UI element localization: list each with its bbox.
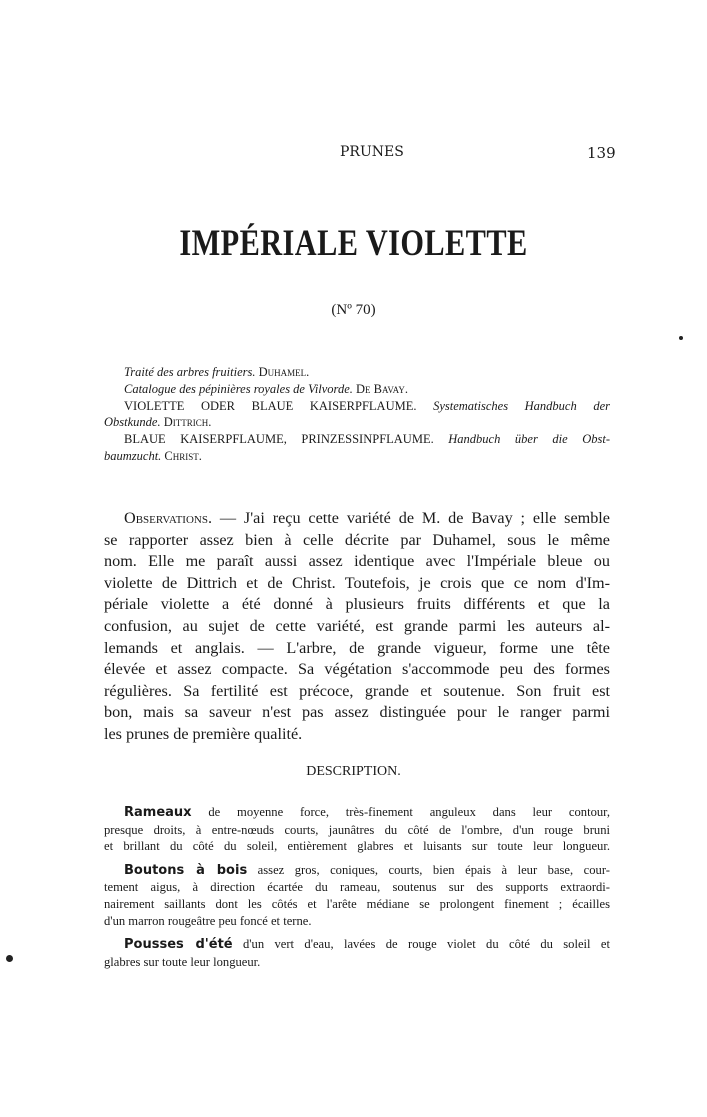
desc-line: glabres sur toute leur longueur. xyxy=(104,954,261,969)
desc-term: Boutons à bois xyxy=(124,862,248,878)
reference xyxy=(104,398,610,415)
reference xyxy=(104,431,610,448)
reference-cont xyxy=(104,448,610,465)
ref-author: De Bavay. xyxy=(356,381,408,396)
references xyxy=(104,364,610,465)
description xyxy=(104,804,610,977)
ref-title: baumzucht. xyxy=(104,448,162,463)
obs-line: confusion, au sujet de cette variété, est grande parmi les auteurs al- xyxy=(104,616,610,635)
desc-line: tement aigus, à direction écartée du rameau, soutenus sur des supports extraordi- xyxy=(104,880,610,895)
desc-line xyxy=(104,862,610,880)
ref-title: Handbuch über die Obst- xyxy=(448,432,610,447)
ink-blot xyxy=(6,955,13,962)
obs-text: — J'ai reçu cette variété de M. de Bavay ; elle semble xyxy=(212,509,610,527)
ref-title: Traité des arbres fruitiers. xyxy=(124,365,256,379)
desc-line: presque droits, à entre-nœuds courts, jaunâtres du côté de l'ombre, d'un rouge bruni xyxy=(104,822,610,837)
description-heading: DESCRIPTION. xyxy=(306,764,401,779)
desc-item xyxy=(104,804,610,855)
obs-line: nom. Elle me paraît aussi assez identique avec l'Impériale bleue ou xyxy=(104,552,610,571)
ref-name: BLAUE KAISERPFLAUME, PRINZESSINPFLAUME. xyxy=(124,432,434,447)
desc-item xyxy=(104,936,610,970)
desc-line xyxy=(104,936,610,954)
desc-text: assez gros, coniques, courts, bien épais à leur base, cour- xyxy=(247,862,610,877)
reference-cont xyxy=(104,414,610,431)
desc-line: d'un marron rougeâtre peu foncé et terne. xyxy=(104,913,312,928)
speck xyxy=(679,336,683,340)
ref-author: Dittrich. xyxy=(163,415,212,430)
ref-title: Obstkunde. xyxy=(104,415,161,430)
obs-line: élevée et assez compacte. Sa végétation s'accommode peu des formes xyxy=(104,660,610,679)
obs-line: les prunes de première qualité. xyxy=(104,724,303,743)
reference xyxy=(104,364,610,381)
ref-title: Systematisches Handbuch der xyxy=(433,398,610,413)
running-header: PRUNES xyxy=(340,144,404,160)
obs-line: régulières. Sa fertilité est précoce, grande et soutenue. Son fruit est xyxy=(104,681,610,700)
obs-line: violette de Dittrich et de Christ. Toutefois, je crois que ce nom d'Im- xyxy=(104,573,610,592)
variety-number: (Nº 70) xyxy=(331,302,376,318)
desc-item xyxy=(104,862,610,929)
page-title: IMPÉRIALE VIOLETTE xyxy=(179,223,528,264)
ref-author: Duhamel. xyxy=(258,365,310,379)
desc-term: Pousses d'été xyxy=(124,937,233,953)
observations xyxy=(104,508,610,746)
ref-title: Catalogue des pépinières royales de Vilvorde. xyxy=(124,381,353,396)
obs-line: se rapporter assez bien à celle décrite par Duhamel, sous le même xyxy=(104,530,610,549)
obs-line: lemands et anglais. — L'arbre, de grande vigueur, forme une tête xyxy=(104,638,610,657)
obs-line: périale violette a été donné à plusieurs fruits différents et que la xyxy=(104,595,610,614)
desc-term: Rameaux xyxy=(124,805,192,820)
desc-line xyxy=(104,804,610,822)
desc-line: nairement saillants dont les côtés et l'arête médiane se prolongent finement ; écailles xyxy=(104,896,610,911)
desc-text: de moyenne force, très-finement anguleux dans leur contour, xyxy=(191,805,610,819)
obs-label: Observations. xyxy=(124,509,213,527)
page-number: 139 xyxy=(587,144,616,162)
obs-line xyxy=(104,508,610,530)
ref-author: Christ. xyxy=(164,448,202,463)
reference xyxy=(104,381,610,398)
desc-line: et brillant du côté du soleil, entièrement glabres et luisants sur toute leur longueur. xyxy=(104,839,610,854)
desc-text: d'un vert d'eau, lavées de rouge violet du côté du soleil et xyxy=(232,937,610,952)
ref-name: VIOLETTE ODER BLAUE KAISERPFLAUME. xyxy=(124,398,417,413)
obs-line: bon, mais sa saveur n'est pas assez distinguée pour le ranger parmi xyxy=(104,703,610,722)
